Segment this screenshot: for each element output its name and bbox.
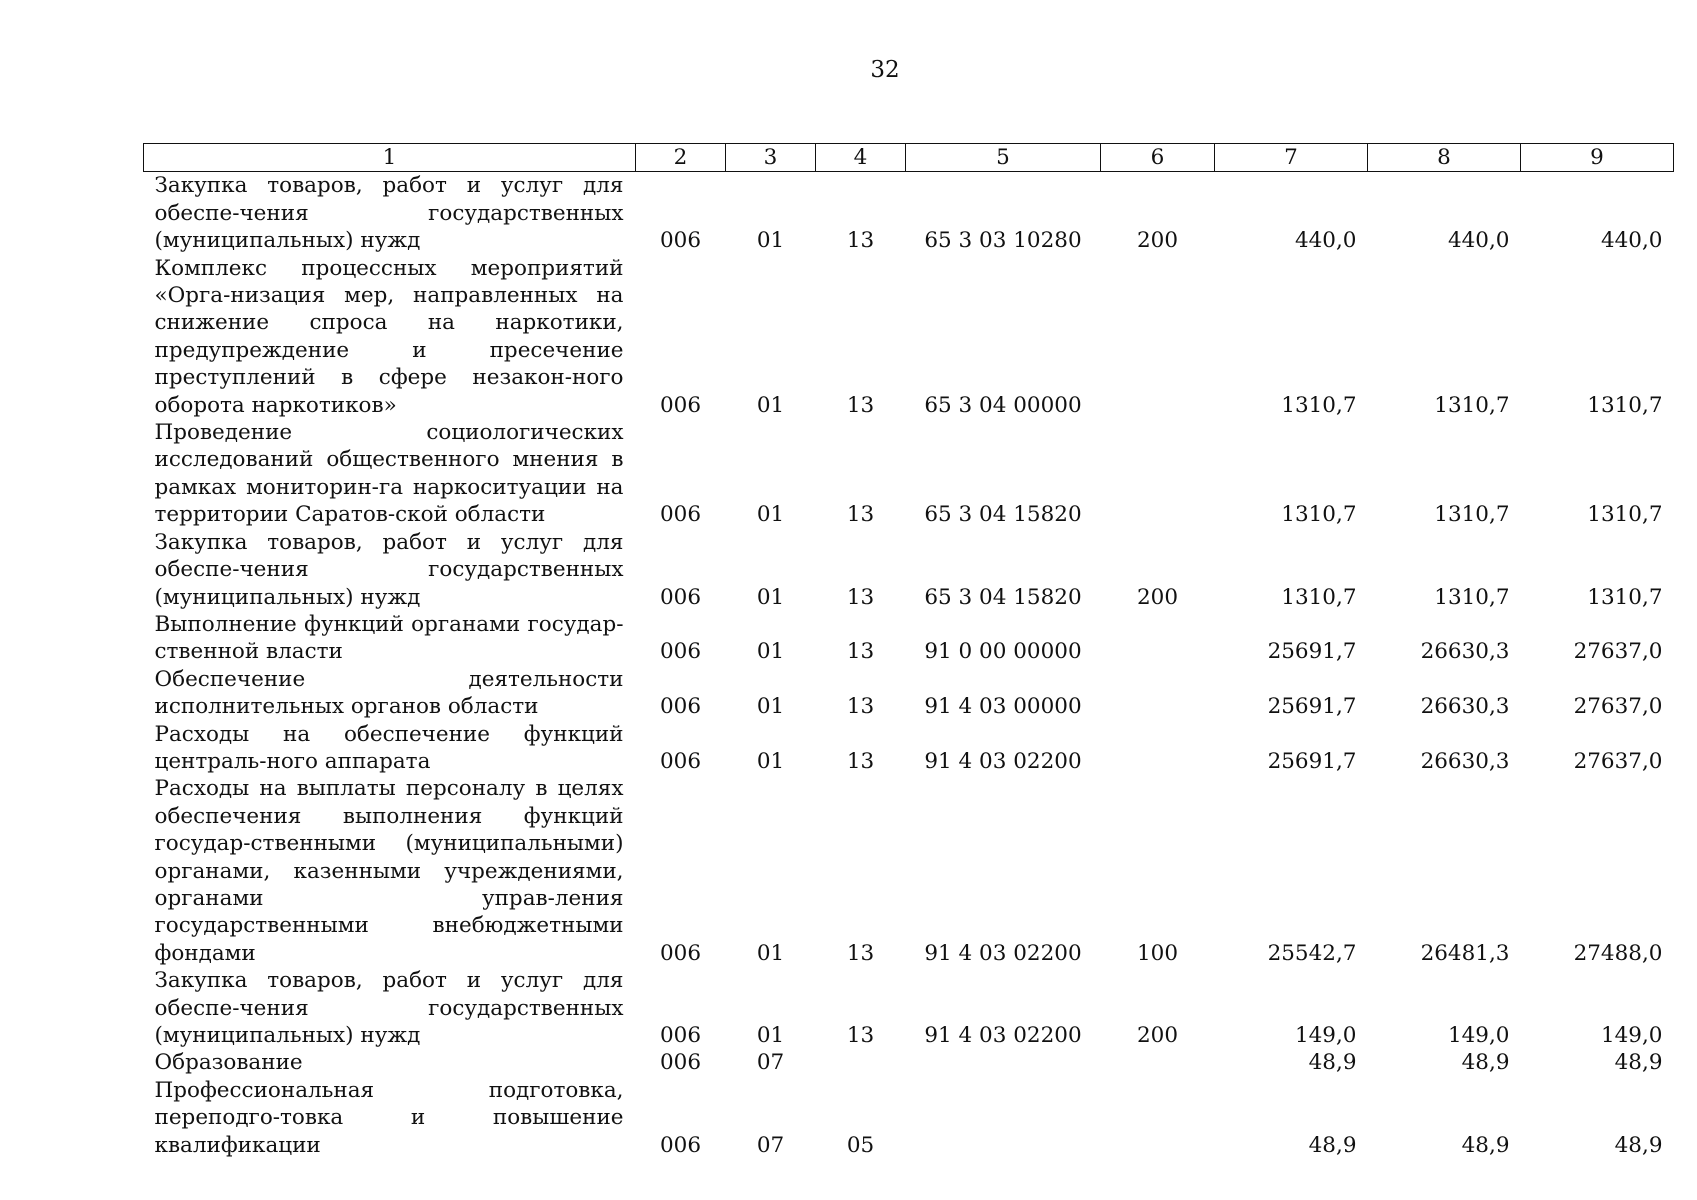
cell-target-article: 91 4 03 02200 <box>924 940 1082 966</box>
cell-amount-9: 27637,0 <box>1573 748 1663 774</box>
table-row <box>144 529 1674 611</box>
cell-expense-type <box>1101 1077 1215 1159</box>
cell-amount-8: 26630,3 <box>1420 639 1510 665</box>
cell-ministry: 006 <box>659 639 702 665</box>
cell-ministry: 006 <box>659 940 702 966</box>
cell-amount-9: 149,0 <box>1600 1023 1663 1048</box>
table-row <box>144 1049 1674 1076</box>
cell-amount-8: 440,0 <box>1447 228 1510 254</box>
cell-name: Образование <box>154 1050 303 1076</box>
cell-ministry: 006 <box>659 1050 702 1076</box>
cell-target-article: 65 3 04 00000 <box>924 392 1082 418</box>
cell-amount-8: 1310,7 <box>1434 502 1510 528</box>
cell-ministry: 006 <box>659 584 702 610</box>
column-header: 5 <box>906 144 1101 172</box>
cell-subsection: 05 <box>846 1132 875 1158</box>
cell-amount-7: 48,9 <box>1308 1050 1357 1076</box>
table-row <box>144 255 1674 419</box>
cell-target-article: 91 0 00 00000 <box>924 639 1082 665</box>
cell-section: 07 <box>756 1050 785 1076</box>
cell-expense-type <box>1101 419 1215 529</box>
cell-amount-7: 440,0 <box>1294 228 1357 254</box>
cell-target-article: 65 3 03 10280 <box>924 228 1082 254</box>
cell-target-article <box>906 1077 1101 1159</box>
cell-amount-7: 48,9 <box>1308 1132 1357 1158</box>
cell-expense-type <box>1101 1049 1215 1076</box>
cell-target-article: 91 4 03 02200 <box>924 748 1082 774</box>
table-header-row <box>144 144 1674 172</box>
cell-subsection: 13 <box>846 748 875 774</box>
cell-expense-type <box>1101 721 1215 776</box>
cell-amount-8: 48,9 <box>1461 1050 1510 1076</box>
cell-section: 01 <box>756 1023 785 1048</box>
cell-amount-9: 27488,0 <box>1573 940 1663 966</box>
cell-amount-9: 1310,7 <box>1587 584 1663 610</box>
cell-amount-9: 48,9 <box>1614 1050 1663 1076</box>
cell-expense-type: 200 <box>1136 584 1179 610</box>
cell-name: Закупка товаров, работ и услуг для обеспе-чения государственных (муниципальных) нужд <box>154 173 624 254</box>
cell-target-article: 65 3 04 15820 <box>924 584 1082 610</box>
table-row <box>144 419 1674 529</box>
cell-amount-9: 1310,7 <box>1587 392 1663 418</box>
cell-section: 01 <box>756 228 785 254</box>
cell-name: Расходы на выплаты персоналу в целях обеспечения выполнения функций государ-ственными (муниципальными) органами, казенными учреждениями, органами управ-ления государственными внебюджетными фондами <box>154 776 624 966</box>
cell-amount-8: 26481,3 <box>1420 940 1510 966</box>
budget-table <box>143 143 1674 1159</box>
cell-amount-7: 149,0 <box>1294 1023 1357 1048</box>
cell-name: Проведение социологических исследований общественного мнения в рамках мониторин-га наркоситуации на территории Саратов-ской области <box>154 420 624 528</box>
cell-name: Обеспечение деятельности исполнительных органов области <box>154 666 624 720</box>
cell-subsection: 13 <box>846 694 875 720</box>
cell-ministry: 006 <box>659 694 702 720</box>
column-header: 9 <box>1521 144 1674 172</box>
cell-ministry: 006 <box>659 228 702 254</box>
cell-amount-9: 1310,7 <box>1587 502 1663 528</box>
column-header: 7 <box>1215 144 1368 172</box>
column-header: 6 <box>1101 144 1215 172</box>
cell-amount-9: 27637,0 <box>1573 639 1663 665</box>
cell-name: Закупка товаров, работ и услуг для обеспе-чения государственных (муниципальных) нужд <box>154 529 624 610</box>
cell-section: 01 <box>756 392 785 418</box>
cell-amount-8: 26630,3 <box>1420 694 1510 720</box>
cell-amount-8: 1310,7 <box>1434 392 1510 418</box>
column-header: 3 <box>726 144 816 172</box>
cell-ministry: 006 <box>659 1023 702 1048</box>
cell-ministry: 006 <box>659 502 702 528</box>
cell-expense-type: 100 <box>1136 940 1179 966</box>
cell-amount-8: 48,9 <box>1461 1132 1510 1158</box>
cell-amount-7: 25691,7 <box>1267 639 1357 665</box>
table-row <box>144 611 1674 666</box>
cell-section: 01 <box>756 639 785 665</box>
cell-name: Комплекс процессных мероприятий «Орга-низация мер, направленных на снижение спроса на наркотики, предупреждение и пресечение преступлений в сфере незакон-ного оборота наркотиков» <box>154 255 624 418</box>
column-header: 4 <box>816 144 906 172</box>
table-row <box>144 1077 1674 1159</box>
cell-amount-7: 25691,7 <box>1267 748 1357 774</box>
table-row <box>144 721 1674 776</box>
cell-target-article: 91 4 03 02200 <box>924 1023 1082 1048</box>
page-number: 32 <box>870 57 900 83</box>
cell-subsection <box>816 1049 906 1076</box>
table-row <box>144 775 1674 967</box>
column-header: 2 <box>636 144 726 172</box>
cell-name: Закупка товаров, работ и услуг для обеспе-чения государственных (муниципальных) нужд <box>154 968 624 1048</box>
cell-amount-7: 1310,7 <box>1281 502 1357 528</box>
cell-expense-type <box>1101 611 1215 666</box>
cell-section: 01 <box>756 940 785 966</box>
cell-amount-7: 25542,7 <box>1267 940 1357 966</box>
cell-subsection: 13 <box>846 502 875 528</box>
cell-amount-9: 27637,0 <box>1573 694 1663 720</box>
cell-expense-type <box>1101 666 1215 721</box>
cell-expense-type: 200 <box>1136 228 1179 254</box>
cell-amount-8: 26630,3 <box>1420 748 1510 774</box>
cell-subsection: 13 <box>846 584 875 610</box>
cell-section: 01 <box>756 584 785 610</box>
cell-amount-9: 440,0 <box>1600 228 1663 254</box>
cell-section: 01 <box>756 502 785 528</box>
cell-expense-type <box>1101 255 1215 419</box>
cell-amount-7: 25691,7 <box>1267 694 1357 720</box>
column-header: 1 <box>144 144 636 172</box>
cell-amount-8: 1310,7 <box>1434 584 1510 610</box>
cell-amount-8: 149,0 <box>1447 1023 1510 1048</box>
cell-amount-9: 48,9 <box>1614 1132 1663 1158</box>
cell-target-article <box>906 1049 1101 1076</box>
cell-expense-type: 200 <box>1136 1023 1179 1048</box>
cell-ministry: 006 <box>659 748 702 774</box>
cell-name: Расходы на обеспечение функций централь-ного аппарата <box>154 721 624 774</box>
cell-subsection: 13 <box>846 392 875 418</box>
cell-section: 07 <box>756 1132 785 1158</box>
cell-ministry: 006 <box>659 392 702 418</box>
cell-section: 01 <box>756 748 785 774</box>
cell-section: 01 <box>756 694 785 720</box>
table-row <box>144 172 1674 255</box>
cell-target-article: 91 4 03 00000 <box>924 694 1082 720</box>
table-row <box>144 666 1674 721</box>
cell-name: Профессиональная подготовка, переподго-товка и повышение квалификации <box>154 1077 624 1158</box>
cell-name: Выполнение функций органами государ-ственной власти <box>154 611 624 665</box>
table-row <box>144 967 1674 1049</box>
cell-subsection: 13 <box>846 940 875 966</box>
cell-ministry: 006 <box>659 1132 702 1158</box>
cell-amount-7: 1310,7 <box>1281 392 1357 418</box>
cell-subsection: 13 <box>846 228 875 254</box>
cell-amount-7: 1310,7 <box>1281 584 1357 610</box>
cell-subsection: 13 <box>846 1023 875 1048</box>
cell-subsection: 13 <box>846 639 875 665</box>
column-header: 8 <box>1368 144 1521 172</box>
cell-target-article: 65 3 04 15820 <box>924 502 1082 528</box>
